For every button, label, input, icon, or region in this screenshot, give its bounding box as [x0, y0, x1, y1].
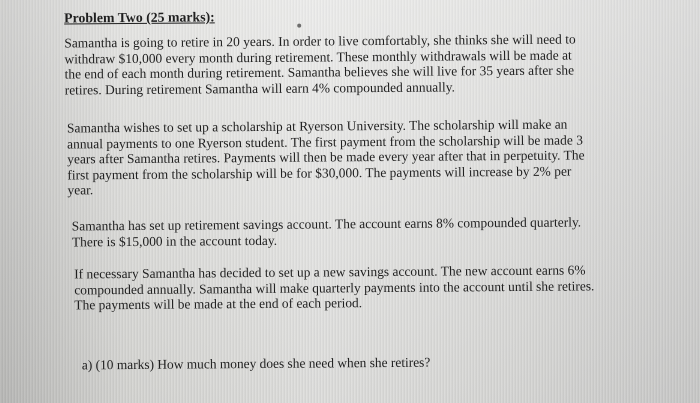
paragraph-new-account — [74, 262, 594, 313]
text-line: compounded annually. Samantha will make quarterly payments into the account until she retires. — [74, 277, 595, 298]
paragraph-retirement — [64, 31, 576, 97]
text-line: the end of each month during retirement. Samantha believes she will live for 35 years after she — [64, 62, 575, 82]
ink-speck — [297, 24, 301, 28]
problem-title: Problem Two (25 marks): — [64, 9, 215, 26]
text-line: There is $15,000 in the account today. — [71, 232, 278, 250]
text-line: first payment from the scholarship will be for $30,000. The payments will increase by 2% per — [67, 163, 572, 183]
text-line: The payments will be made at the end of each period. — [74, 295, 363, 313]
text-line: If necessary Samantha has decided to set up a new savings account. The new account earns 6% — [74, 262, 586, 282]
question-a: a) (10 marks) How much money does she need when she retires? — [81, 354, 431, 373]
paragraph-savings-account — [72, 214, 582, 249]
text-line: retires. During retirement Samantha will earn 4% compounded annually. — [64, 79, 455, 98]
text-line: Samantha wishes to set up a scholarship at Ryerson University. The scholarship will make an — [66, 116, 568, 136]
text-line: annual payments to one Ryerson student. The first payment from the scholarship will be made 3 — [67, 132, 583, 152]
text-line: years after Samantha retires. Payments will then be made every year after that in perpetuity. The — [67, 147, 585, 167]
paragraph-scholarship — [67, 116, 585, 198]
text-line: Samantha has set up retirement savings account. The account earns 8% compounded quarterly. — [71, 214, 582, 234]
text-line: year. — [67, 182, 94, 198]
text-line: withdraw $10,000 every month during retirement. These monthly withdrawals will be made at — [64, 47, 572, 67]
text-line: Samantha is going to retire in 20 years. In order to live comfortably, she thinks she will need to — [64, 31, 576, 51]
